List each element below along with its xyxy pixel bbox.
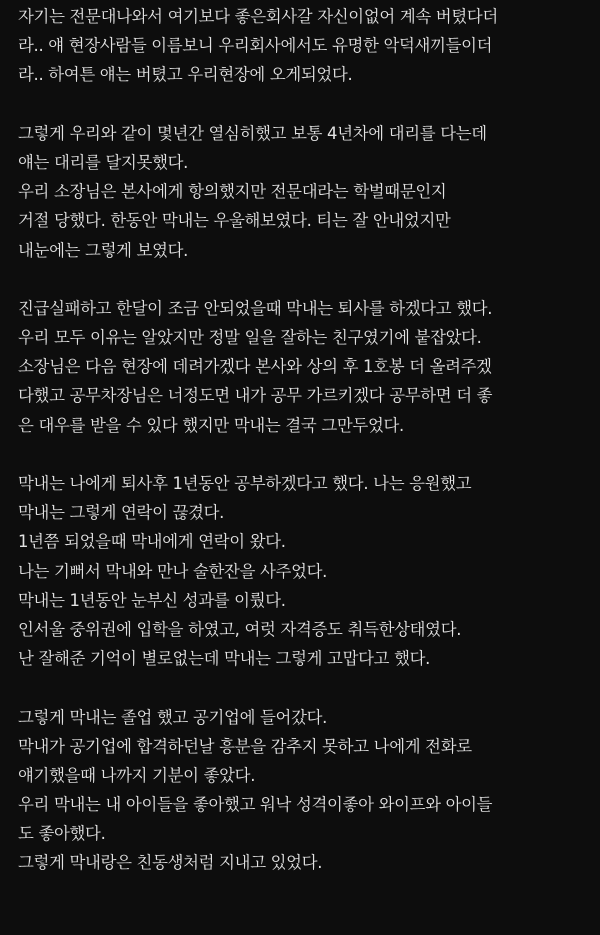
text-line: 얘기했을때 나까지 기분이 좋았다. [18,765,256,785]
text-line: 난 잘해준 기억이 별로없는데 막내는 그렇게 고맙다고 했다. [18,649,431,669]
text-line: 내눈에는 그렇게 보였다. [18,240,189,260]
text-line: 거절 당했다. 한동안 막내는 우울해보였다. 티는 잘 안내었지만 [18,211,451,231]
paragraph-5 [18,703,600,878]
text-line: 다했고 공무차장님은 너정도면 내가 공무 가르키겠다 공무하면 더 좋 [18,386,493,406]
text-line: 1년쯤 되었을때 막내에게 연락이 왔다. [18,532,286,552]
text-line: 우리 모두 이유는 알았지만 정말 일을 잘하는 친구였기에 붙잡았다. [18,328,482,348]
text-line: 막내는 그렇게 연락이 끊겼다. [18,503,225,523]
text-line: 인서울 중위권에 입학을 하였고, 여럿 자격증도 취득한상태였다. [18,619,462,639]
paragraph-3 [18,294,600,440]
text-line: 우리 소장님은 본사에게 항의했지만 전문대라는 학벌때문인지 [18,182,447,202]
text-line: 라.. 얘 현장사람들 이름보니 우리회사에서도 유명한 악덕새끼들이더 [18,36,493,56]
text-line: 막내는 나에게 퇴사후 1년동안 공부하겠다고 했다. 나는 응원했고 [18,474,472,493]
paragraph-1 [18,2,600,90]
text-line: 그렇게 우리와 같이 몇년간 열심히했고 보통 4년차에 대리를 다는데 [18,123,487,143]
paragraph-gap [18,440,600,469]
text-line: 라.. 하여튼 얘는 버텼고 우리현장에 오게되었다. [18,65,353,85]
text-line: 막내가 공기업에 합격하던날 흥분을 감추지 못하고 나에게 전화로 [18,736,472,756]
text-line: 나는 기뻐서 막내와 만나 술한잔을 사주었다. [18,561,328,581]
text-line: 우리 막내는 내 아이들을 좋아했고 워낙 성격이좋아 와이프와 아이들 [18,795,493,815]
paragraph-gap [18,265,600,294]
text-line: 소장님은 다음 현장에 데려가겠다 본사와 상의 후 1호봉 더 올려주겠 [18,357,492,377]
paragraph-2 [18,119,600,265]
text-line: 진급실패하고 한달이 조금 안되었을때 막내는 퇴사를 하겠다고 했다. [18,298,493,318]
text-line: 자기는 전문대나와서 여기보다 좋은회사갈 자신이없어 계속 버텼다더 [18,7,498,26]
paragraph-gap [18,90,600,119]
text-line: 그렇게 막내는 졸업 했고 공기업에 들어갔다. [18,707,328,727]
paragraph-gap [18,673,600,702]
paragraph-4 [18,469,600,673]
text-line: 얘는 대리를 달지못했다. [18,152,189,172]
text-line: 도 좋아했다. [18,824,106,844]
text-line: 은 대우를 받을 수 있다 했지만 막내는 결국 그만두었다. [18,415,404,435]
text-line: 그렇게 막내랑은 친동생처럼 지내고 있었다. [18,853,323,873]
text-line: 막내는 1년동안 눈부신 성과를 이뤘다. [18,590,286,610]
